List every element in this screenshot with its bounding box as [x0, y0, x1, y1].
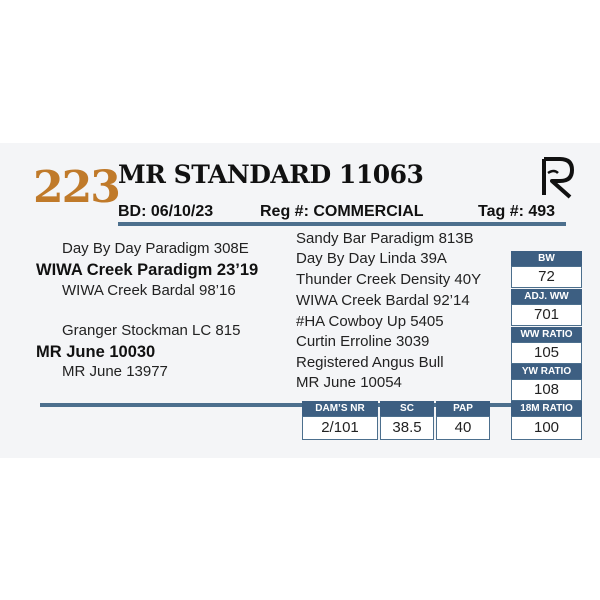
stat-value-ww-ratio: 105: [511, 342, 582, 364]
dam-stat-value-nr: 2/101: [302, 416, 378, 440]
pedigree-sire-dam: WIWA Creek Bardal 98’16: [62, 282, 236, 299]
stat-label-18m-ratio: 18M RATIO: [511, 401, 582, 416]
pedigree-dam: MR June 10030: [36, 343, 156, 361]
stat-label-ww-ratio: WW RATIO: [511, 327, 582, 342]
header-divider: [118, 222, 566, 226]
stat-label-bw: BW: [511, 251, 582, 266]
stat-label-yw-ratio: YW RATIO: [511, 364, 582, 379]
birth-date: BD: 06/10/23: [118, 203, 214, 220]
stat-value-18m-ratio: 100: [511, 416, 582, 440]
pedigree-sire-sire: Day By Day Paradigm 308E: [62, 240, 249, 257]
tag-number: Tag #: 493: [478, 203, 556, 220]
stat-value-yw-ratio: 108: [511, 379, 582, 401]
pedigree-gen3-3: Thunder Creek Density 40Y: [296, 271, 482, 288]
pedigree-dam-dam: MR June 13977: [62, 363, 168, 380]
pedigree-gen3-6: Curtin Erroline 3039: [296, 333, 430, 350]
animal-name: MR STANDARD 11063: [118, 160, 424, 189]
registration-number: Reg #: COMMERCIAL: [260, 203, 424, 220]
dam-stat-label-nr: DAM’S NR: [302, 401, 378, 416]
pedigree-gen3-5: #HA Cowboy Up 5405: [296, 313, 444, 330]
pedigree-sire: WIWA Creek Paradigm 23’19: [36, 261, 259, 279]
stat-value-bw: 72: [511, 266, 582, 288]
lot-number: 223: [33, 162, 119, 213]
pedigree-dam-sire: Granger Stockman LC 815: [62, 322, 241, 339]
pedigree-gen3-4: WIWA Creek Bardal 92’14: [296, 292, 470, 309]
stat-label-adj-ww: ADJ. WW: [511, 289, 582, 304]
dam-stat-label-pap: PAP: [436, 401, 490, 416]
pedigree-gen3-2: Day By Day Linda 39A: [296, 250, 447, 267]
dam-stat-value-pap: 40: [436, 416, 490, 440]
dam-stat-label-sc: SC: [380, 401, 434, 416]
pedigree-gen3-7: Registered Angus Bull: [296, 354, 444, 371]
r-brand-logo-icon: [540, 155, 580, 199]
pedigree-gen3-1: Sandy Bar Paradigm 813B: [296, 230, 474, 247]
dam-stat-value-sc: 38.5: [380, 416, 434, 440]
pedigree-gen3-8: MR June 10054: [296, 374, 402, 391]
stat-value-adj-ww: 701: [511, 304, 582, 326]
